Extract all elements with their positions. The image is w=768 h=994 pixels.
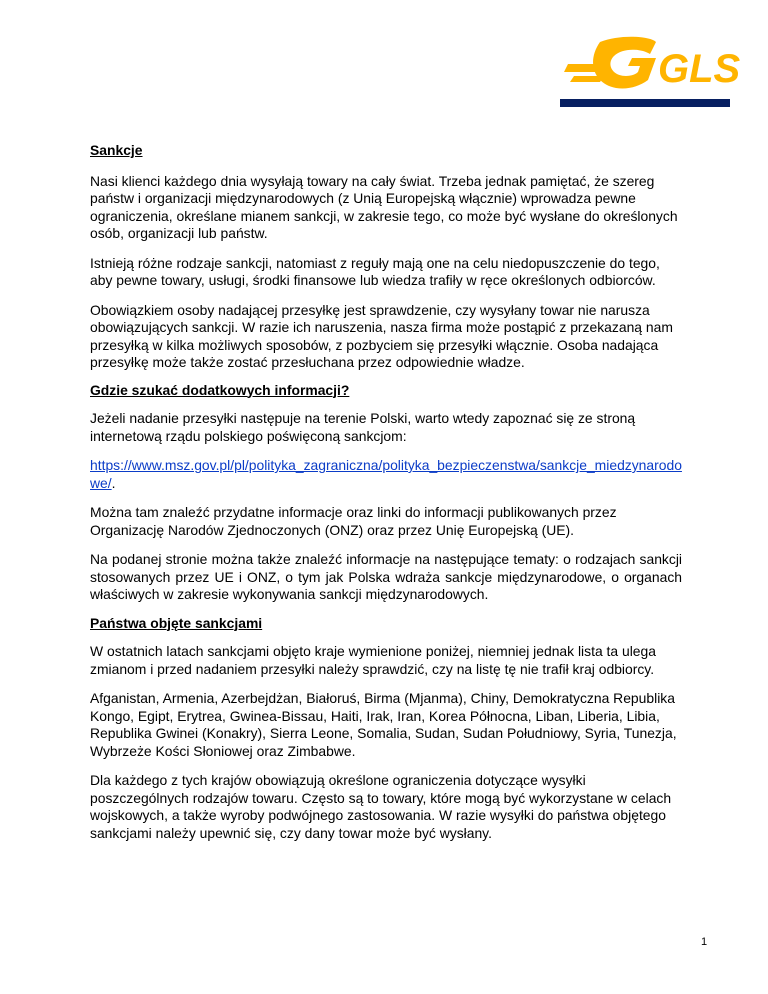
gls-logo-mark — [560, 36, 741, 96]
link-paragraph — [90, 457, 682, 492]
link-suffix: . — [111, 474, 116, 491]
msz-sanctions-link[interactable]: https://www.msz.gov.pl/pl/polityka_zagraniczna/polityka_bezpieczenstwa/sankcje_miedzynarodowe/ — [90, 457, 682, 491]
paragraph-obligation: Obowiązkiem osoby nadającej przesyłkę jest sprawdzenie, czy wysyłany towar nie narusza obowiązujących sankcji. W razie ich naruszenia, nasza firma może postąpić z przekazaną nam przesyłką w kilka możliwych sposobów, z pozbyciem się przesyłki włącznie. Osoba nadająca przesyłkę może także zostać przesłuchana przez odpowiednie władze. — [90, 301, 673, 370]
page-number: 1 — [701, 936, 708, 948]
document-body — [90, 142, 682, 842]
logo-underline-bar — [560, 99, 730, 107]
paragraph-topics: Na podanej stronie można także znaleźć informacje na następujące tematy: o rodzajach sankcji stosowanych przez UE i ONZ, o tym jak Polska wdraża sankcje międzynarodowe, o organach właściwych w zakresie wykonywania sankcji międzynarodowych. — [90, 551, 682, 602]
gls-logo-text: GLS — [658, 47, 741, 91]
section-heading-countries: Państwa objęte sankcjami — [90, 614, 263, 631]
paragraph-types: Istnieją różne rodzaje sankcji, natomiast z reguły mają one na celu niedopuszczenie do tego, aby pewne towary, usługi, środki finansowe lub wiedza trafiły w ręce określonych odbiorców. — [90, 254, 660, 288]
gls-logo — [560, 22, 741, 107]
paragraph-recent: W ostatnich latach sankcjami objęto kraje wymienione poniżej, niemniej jednak lista ta ulega zmianom i przed nadaniem przesyłki należy sprawdzić, czy na listę tę nie trafił kraj odbiorcy. — [90, 643, 656, 677]
paragraph-country-list: Afganistan, Armenia, Azerbejdżan, Białoruś, Birma (Mjanma), Chiny, Demokratyczna Republika Kongo, Egipt, Erytrea, Gwinea-Bissau, Haiti, Irak, Iran, Korea Północna, Liban, Liberia, Libia, Republika Gwinei (Konakry), Sierra Leone, Somalia, Sudan, Sudan Południowy, Syria, Tunezja, Wybrzeże Kości Słoniowej oraz Zimbabwe. — [90, 690, 677, 759]
paragraph-intro: Nasi klienci każdego dnia wysyłają towary na cały świat. Trzeba jednak pamiętać, że szereg państw i organizacji międzynarodowych (z Unią Europejską włącznie) wprowadza pewne ograniczenia, określane mianem sankcji, w zakresie tego, co może być wysłane do określonych osób, organizacji lub państw. — [90, 172, 678, 241]
paragraph-useful-info: Można tam znaleźć przydatne informacje oraz linki do informacji publikowanych przez Organizację Narodów Zjednoczonych (ONZ) oraz przez Unię Europejską (UE). — [90, 504, 617, 538]
section-heading-info: Gdzie szukać dodatkowych informacji? — [90, 381, 350, 398]
paragraph-restrictions: Dla każdego z tych krajów obowiązują określone ograniczenia dotyczące wysyłki poszczególnych rodzajów towaru. Często są to towary, które mogą być wykorzystane w celach wojskowych, a także wyroby podwójnego zastosowania. W razie wysyłki do państwa objętego sankcjami należy upewnić się, czy dany towar może być wysłany. — [90, 772, 672, 841]
section-heading-sankcje: Sankcje — [90, 142, 143, 158]
paragraph-poland: Jeżeli nadanie przesyłki następuje na terenie Polski, warto wtedy zapoznać się ze stroną internetową rządu polskiego poświęconą sankcjom: — [90, 410, 636, 444]
